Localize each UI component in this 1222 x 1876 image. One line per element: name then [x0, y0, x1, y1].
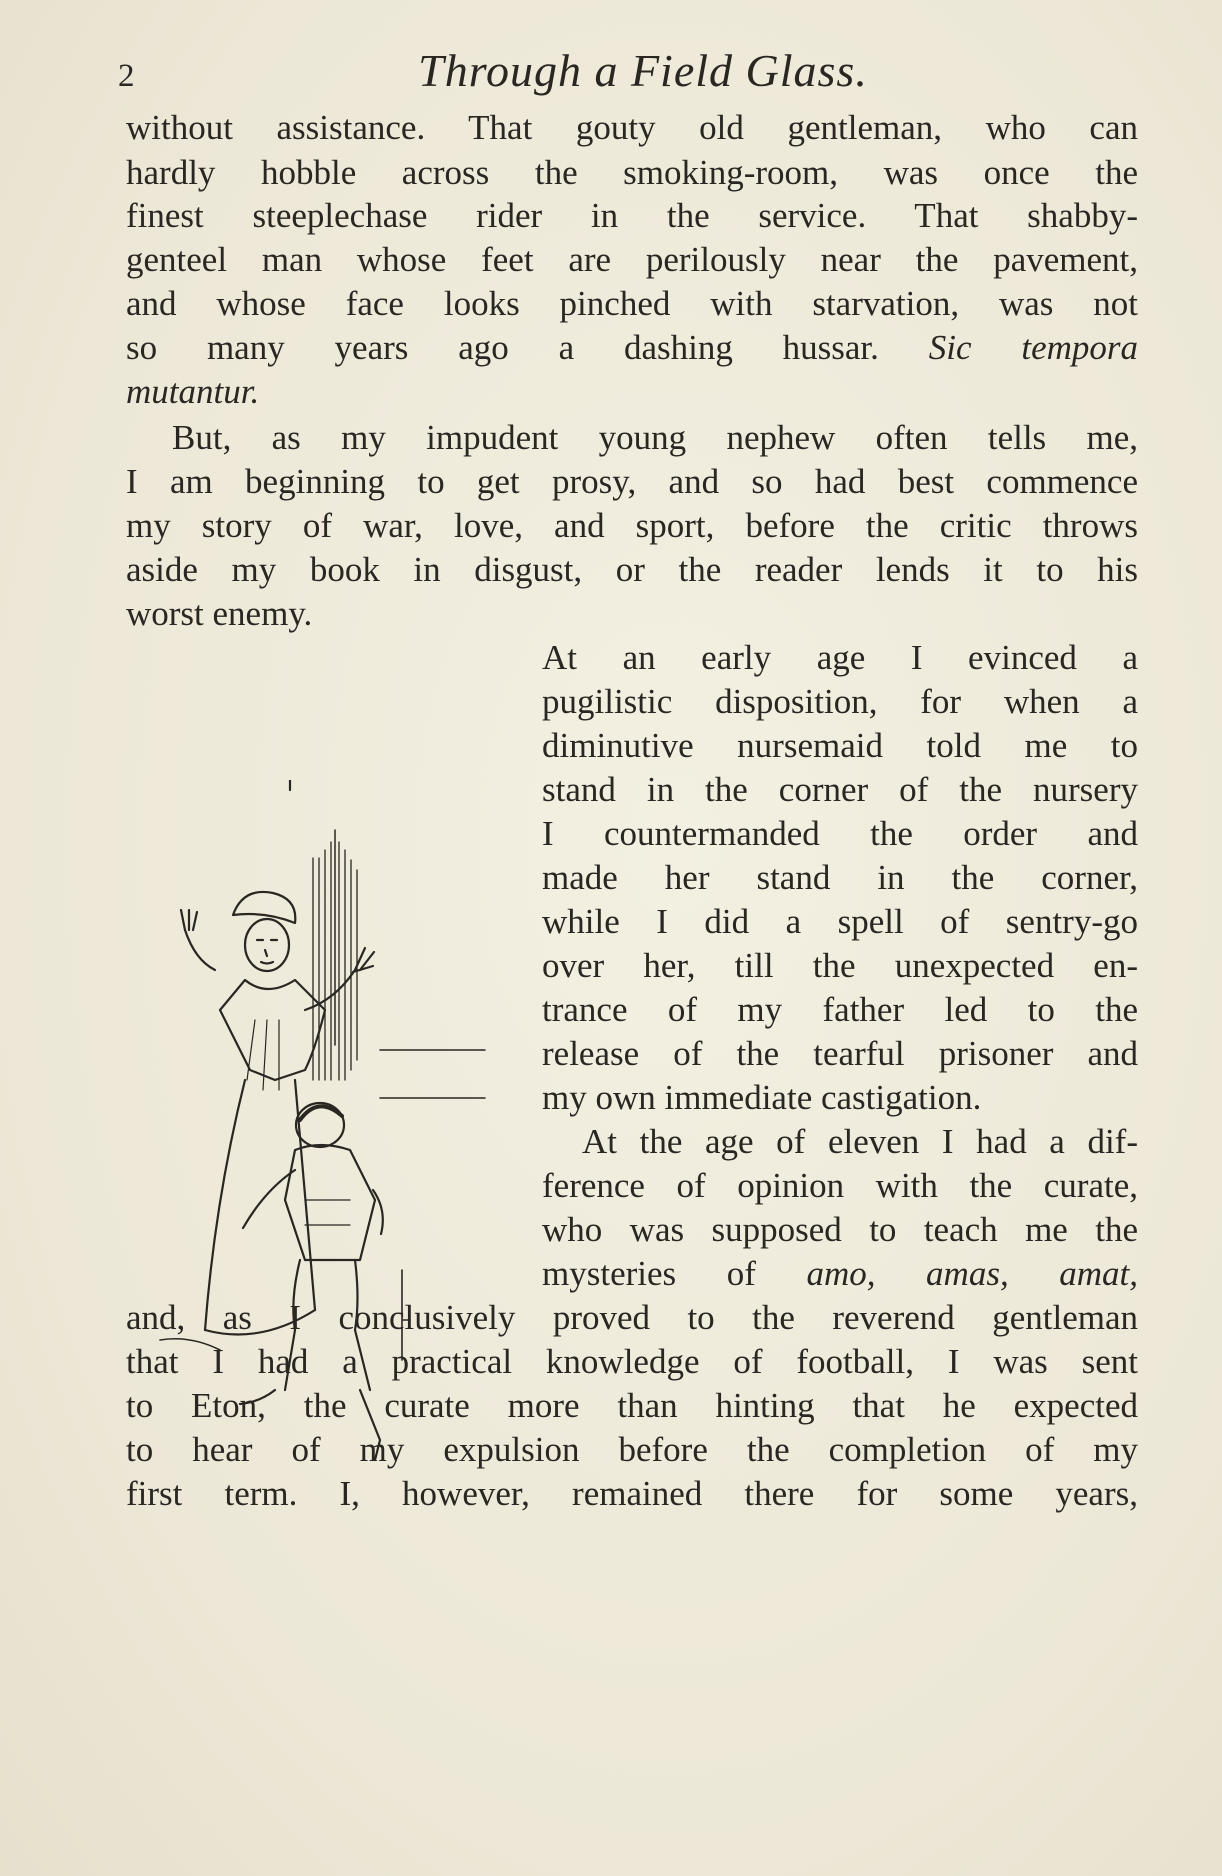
latin-phrase: amo, amas, amat,	[806, 1254, 1139, 1293]
text-span: so many years ago a dashing hussar.	[126, 328, 879, 367]
text-line: finest steeplechase rider in the service. That shabby-	[126, 196, 1138, 235]
text-line: made her stand in the corner,	[542, 858, 1138, 897]
page-number: 2	[118, 58, 135, 94]
text-line: hardly hobble across the smoking-room, was once the	[126, 153, 1138, 192]
latin-phrase: Sic tempora	[928, 328, 1138, 367]
paragraph-start: At an early age I evinced a	[542, 638, 1138, 677]
running-title: Through a Field Glass.	[418, 45, 868, 96]
text-line: without assistance. That gouty old gentleman, who can	[126, 108, 1138, 147]
text-line: my story of war, love, and sport, before the critic throws	[126, 506, 1138, 545]
text-line: worst enemy.	[126, 594, 313, 633]
text-line: my own immediate castigation.	[542, 1078, 982, 1117]
text-line: pugilistic disposition, for when a	[542, 682, 1138, 721]
paragraph-start: At the age of eleven I had a dif-	[582, 1122, 1138, 1161]
nursemaid-and-boy-illustration	[155, 780, 515, 1510]
text-line: ference of opinion with the curate,	[542, 1166, 1138, 1205]
text-line: that I had a practical knowledge of football, I was sent	[126, 1342, 1138, 1381]
text-line	[126, 366, 1138, 418]
text-line: I am beginning to get prosy, and so had best commence	[126, 462, 1138, 501]
text-span: mysteries of	[542, 1254, 756, 1293]
text-line: I countermanded the order and	[542, 814, 1138, 853]
text-line: trance of my father led to the	[542, 990, 1138, 1029]
text-line: release of the tearful prisoner and	[542, 1034, 1138, 1073]
text-line: to hear of my expulsion before the completion of my	[126, 1430, 1138, 1469]
text-line: aside my book in disgust, or the reader lends it to his	[126, 550, 1138, 589]
text-line: over her, till the unexpected en-	[542, 946, 1138, 985]
paragraph-start: But, as my impudent young nephew often tells me,	[172, 418, 1138, 457]
text-line: and whose face looks pinched with starvation, was not	[126, 284, 1138, 323]
page-header	[118, 44, 1128, 104]
text-line: genteel man whose feet are perilously near the pavement,	[126, 240, 1138, 279]
text-line: who was supposed to teach me the	[542, 1210, 1138, 1249]
margin-mark	[402, 1270, 410, 1360]
latin-phrase: mutantur.	[126, 372, 260, 411]
boy-figure	[240, 1103, 383, 1460]
text-line: to Eton, the curate more than hinting that he expected	[126, 1386, 1138, 1425]
text-line: first term. I, however, remained there for some years,	[126, 1474, 1138, 1513]
text-line: diminutive nursemaid told me to	[542, 726, 1138, 765]
text-line: while I did a spell of sentry-go	[542, 902, 1138, 941]
nursemaid-figure	[160, 892, 374, 1350]
text-line: and, as I conclusively proved to the reverend gentleman	[126, 1298, 1138, 1337]
text-line: stand in the corner of the nursery	[542, 770, 1138, 809]
